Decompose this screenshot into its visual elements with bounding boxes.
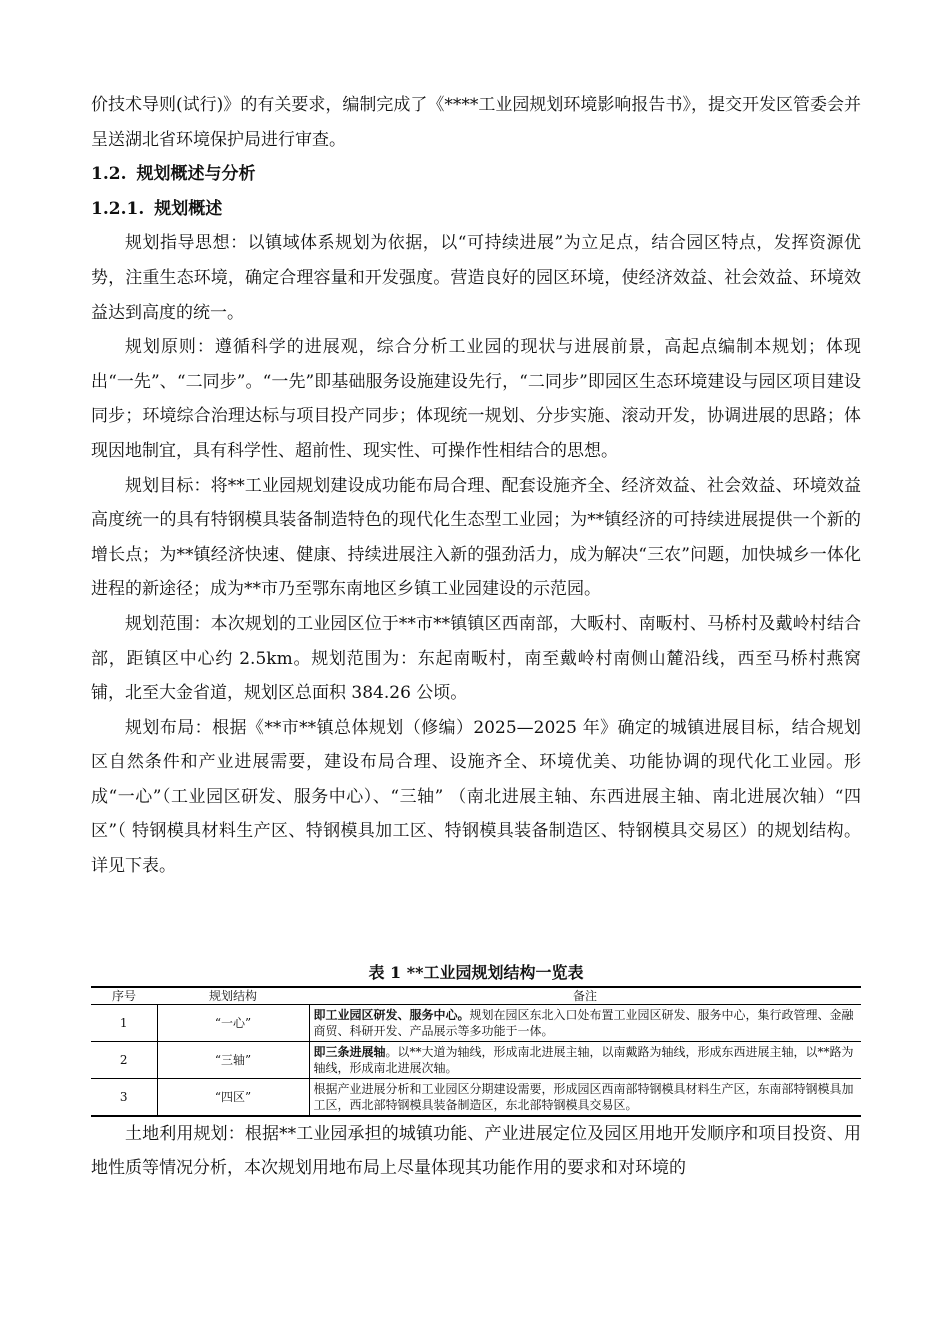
paragraph-principles: 规划原则：遵循科学的进展观，综合分析工业园的现状与进展前景，高起点编制本规划；体现出“一先”、“二同步”。“一先”即基础服务设施建设先行，“二同步”即园区生态环境建设与园区项目建设同步；环境综合治理达标与项目投产同步；体现统一规划、分步实施、滚动开发，协调进展的思路；体现因地制宜，具有科学性、超前性、现实性、可操作性相结合的思想。 — [91, 337, 861, 461]
paragraph-land-use: 土地利用规划：根据**工业园承担的城镇功能、产业进展定位及园区用地开发顺序和项目投资、用地性质等情况分析，本次规划用地布局上尽量体现其功能作用的要求和对环境的 — [91, 1123, 861, 1179]
cell-no: 3 — [91, 1078, 157, 1116]
note-text: 根据产业进展分析和工业园区分期建设需要，形成园区西南部特钢模具材料生产区，东南部特钢模具加工区，西北部特钢模具装备制造区，东北部特钢模具交易区。 — [313, 1081, 854, 1112]
table-row — [91, 1041, 861, 1078]
section-number: 1.2.1. — [91, 198, 145, 219]
paragraph-intro: 价技术导则(试行)》的有关要求，编制完成了《****工业园规划环境影响报告书》，提交开发区管委会并呈送湖北省环境保护局进行审查。 — [91, 95, 861, 150]
header-no: 序号 — [91, 987, 157, 1005]
cell-structure: “一心” — [157, 1004, 309, 1041]
section-heading-1-2-1 — [91, 192, 861, 227]
cell-note — [309, 1004, 861, 1041]
note-bold: 即三条进展轴 — [313, 1044, 386, 1059]
document-page — [91, 88, 861, 1186]
table-row — [91, 1004, 861, 1041]
paragraph-layout: 规划布局：根据《**市**镇总体规划（修编）2025—2025 年》确定的城镇进展目标，结合规划区自然条件和产业进展需要，建设布局合理、设施齐全、环境优美、功能协调的现代化工业园。形成“一心”（工业园区研发、服务中心）、“三轴” （南北进展主轴、东西进展主轴、南北进展次轴）“四区”（ 特钢模具材料生产区、特钢模具加工区、特钢模具装备制造区、特钢模具交易区）的规划结构。详见下表。 — [91, 717, 861, 877]
note-text: 。以**大道为轴线，形成南北进展主轴，以南戴路为轴线，形成东西进展主轴，以**路为轴线，形成南北进展次轴。 — [313, 1044, 854, 1075]
table-title: 表 1 **工业园规划结构一览表 — [368, 962, 584, 982]
section-heading-1-2 — [91, 157, 861, 192]
section-number: 1.2. — [91, 164, 127, 185]
table-row — [91, 1078, 861, 1116]
section-title: 规划概述 — [154, 198, 223, 219]
cell-structure: “三轴” — [157, 1041, 309, 1078]
table-header-row — [91, 987, 861, 1005]
paragraph-objectives: 规划目标：将**工业园规划建设成功能布局合理、配套设施齐全、经济效益、社会效益、环境效益高度统一的具有特钢模具装备制造特色的现代化生态型工业园；为**镇经济的可持续进展提供一个新的增长点；为**镇经济快速、健康、持续进展注入新的强劲活力，成为解决“三农”问题，加快城乡一体化进程的新途径；成为**市乃至鄂东南地区乡镇工业园建设的示范园。 — [91, 475, 861, 600]
paragraph-scope: 规划范围：本次规划的工业园区位于**市**镇镇区西南部，大畈村、南畈村、马桥村及戴岭村结合部，距镇区中心约 2.5km。规划范围为：东起南畈村，南至戴岭村南侧山麓沿线，西至马桥村燕窝铺，北至大金省道，规划区总面积 384.26 公顷。 — [91, 613, 861, 704]
spacer — [91, 884, 861, 962]
header-structure: 规划结构 — [157, 987, 309, 1005]
note-bold: 即工业园区研发、服务中心。 — [313, 1007, 470, 1022]
cell-note — [309, 1078, 861, 1116]
cell-note — [309, 1041, 861, 1078]
paragraph-guiding-idea: 规划指导思想：以镇域体系规划为依据，以“可持续进展”为立足点，结合园区特点，发挥资源优势，注重生态环境，确定合理容量和开发强度。营造良好的园区环境，使经济效益、社会效益、环境效益达到高度的统一。 — [91, 233, 861, 323]
cell-no: 1 — [91, 1004, 157, 1041]
note-text: 规划在园区东北入口处布置工业园区研发、服务中心，集行政管理、金融商贸、科研开发、产品展示等多功能于一体。 — [313, 1007, 854, 1038]
section-title: 规划概述与分析 — [136, 164, 256, 185]
planning-structure-table — [91, 986, 861, 1117]
cell-no: 2 — [91, 1041, 157, 1078]
cell-structure: “四区” — [157, 1078, 309, 1116]
header-note: 备注 — [309, 987, 861, 1005]
